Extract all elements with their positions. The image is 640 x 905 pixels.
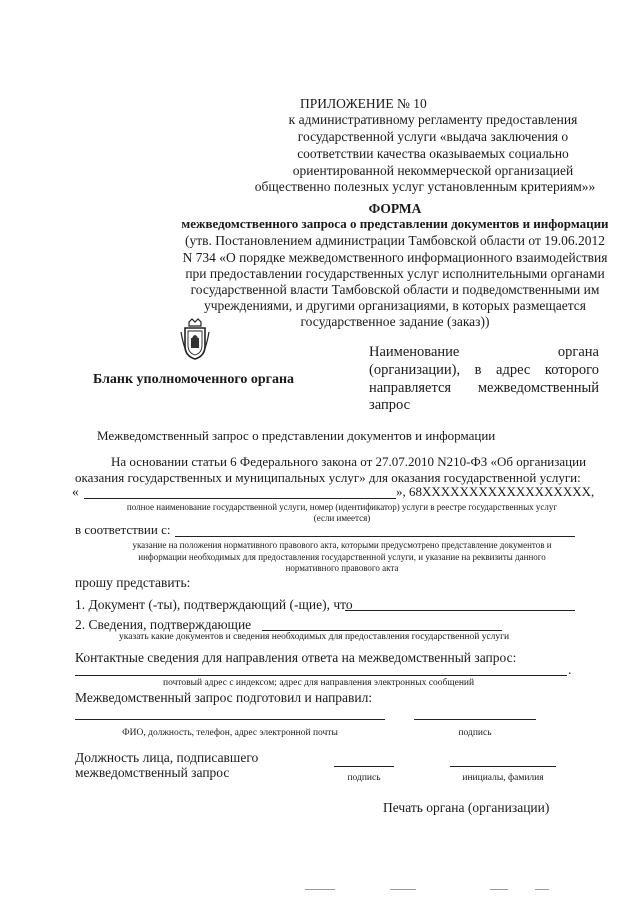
service-hint-1: полное наименование государственной услуги, номер (идентификатор) услуги в реестре государственных услуг — [126, 502, 558, 512]
contacts-dot: . — [568, 662, 572, 677]
contacts-line[interactable] — [75, 675, 567, 676]
accordance-hint-2: информации необходимых для предоставления государственной услуги, и указание на реквизиты данного — [138, 552, 546, 562]
scan-mark — [490, 889, 508, 890]
approval-line-3: при предоставлении государственных услуг исполнительными органами — [185, 266, 605, 281]
contacts-hint: почтовый адрес с индексом; адрес для направления электронных сообщений — [163, 678, 475, 688]
addressee-line-1: Наименование органа — [369, 344, 599, 360]
item-2-label: 2. Сведения, подтверждающие — [75, 617, 252, 632]
approval-line-1: (утв. Постановлением администрации Тамбовской области от 19.06.2012 — [184, 233, 605, 248]
appendix-line-1: к административному регламенту предоставления — [288, 112, 578, 127]
signer-sign-line[interactable] — [334, 766, 394, 767]
prepared-sign-line[interactable] — [414, 719, 536, 720]
addressee-line-4: запрос — [369, 397, 411, 413]
signer-label-1: Должность лица, подписавшего — [75, 750, 259, 765]
approval-line-6: государственное задание (заказ)) — [300, 314, 490, 329]
contacts-label: Контактные сведения для направления ответа на межведомственный запрос: — [75, 650, 517, 665]
accordance-line[interactable] — [175, 536, 575, 537]
blank-label: Бланк уполномоченного органа — [93, 372, 295, 387]
approval-line-4: государственной власти Тамбовской области и подведомственными им — [190, 282, 600, 297]
approval-line-2: N 734 «О порядке межведомственного информационного взаимодействия — [182, 250, 608, 265]
addressee-line-2: (организации), в адрес которого — [369, 362, 599, 378]
prepared-label: Межведомственный запрос подготовил и направил: — [75, 690, 373, 705]
basis-line-1: На основании статьи 6 Федерального закона от 27.07.2010 N210-ФЗ «Об организации — [111, 454, 587, 469]
stamp-label: Печать органа (организации) — [383, 800, 550, 815]
prepared-fio-hint: ФИО, должность, телефон, адрес электронной почты — [122, 728, 338, 738]
item-1-line[interactable] — [345, 610, 575, 611]
basis-line-2: оказания государственных и муниципальных услуг» для оказания государственной услуги: — [75, 470, 581, 485]
appendix-number: ПРИЛОЖЕНИЕ № 10 — [300, 96, 427, 111]
service-code: », 68XXXXXXXXXXXXXXXXXX, — [396, 484, 595, 499]
quote-open: « — [72, 484, 79, 499]
appendix-line-3: соответствии качества оказываемых социально — [297, 146, 569, 161]
appendix-line-5: общественно полезных услуг установленным критериям»» — [254, 179, 596, 194]
signer-name-line[interactable] — [450, 766, 556, 767]
form-subtitle: межведомственного запроса о представлении документов и информации — [181, 216, 609, 231]
coat-of-arms-icon — [179, 318, 211, 360]
signer-name-hint: инициалы, фамилия — [462, 773, 544, 783]
service-hint-2: (если имеется) — [313, 513, 371, 523]
addressee-line-3: направляется межведомственный — [369, 380, 599, 396]
scan-mark — [390, 889, 416, 890]
request-title: Межведомственный запрос о представлении документов и информации — [97, 428, 496, 443]
accordance-hint-3: нормативного правового акта — [285, 563, 399, 573]
form-title: ФОРМА — [368, 201, 422, 216]
accordance-label: в соответствии с: — [75, 522, 171, 537]
appendix-line-2: государственной услуги «выдача заключения о — [297, 129, 569, 144]
accordance-hint-1: указание на положения нормативного правового акта, которыми предусмотрено представление документов и — [132, 540, 552, 550]
prepared-fio-line[interactable] — [75, 719, 385, 720]
item-1-label: 1. Документ (-ты), подтверждающий (-щие), что — [75, 597, 353, 612]
ask-label: прошу представить: — [75, 575, 191, 590]
signer-sign-hint: подпись — [347, 773, 381, 783]
scan-mark — [305, 889, 335, 890]
service-name-line[interactable] — [84, 498, 396, 499]
signer-label-2: межведомственный запрос — [75, 765, 230, 780]
appendix-line-4: ориентированной некоммерческой организацией — [292, 163, 574, 178]
item-2-hint: указать какие документов и сведения необходимых для предоставления государственной услуги — [119, 632, 510, 642]
approval-line-5: учреждениями, и другими организациями, в которых размещается — [204, 298, 586, 313]
prepared-sign-hint: подпись — [458, 728, 492, 738]
scan-mark — [535, 889, 549, 890]
